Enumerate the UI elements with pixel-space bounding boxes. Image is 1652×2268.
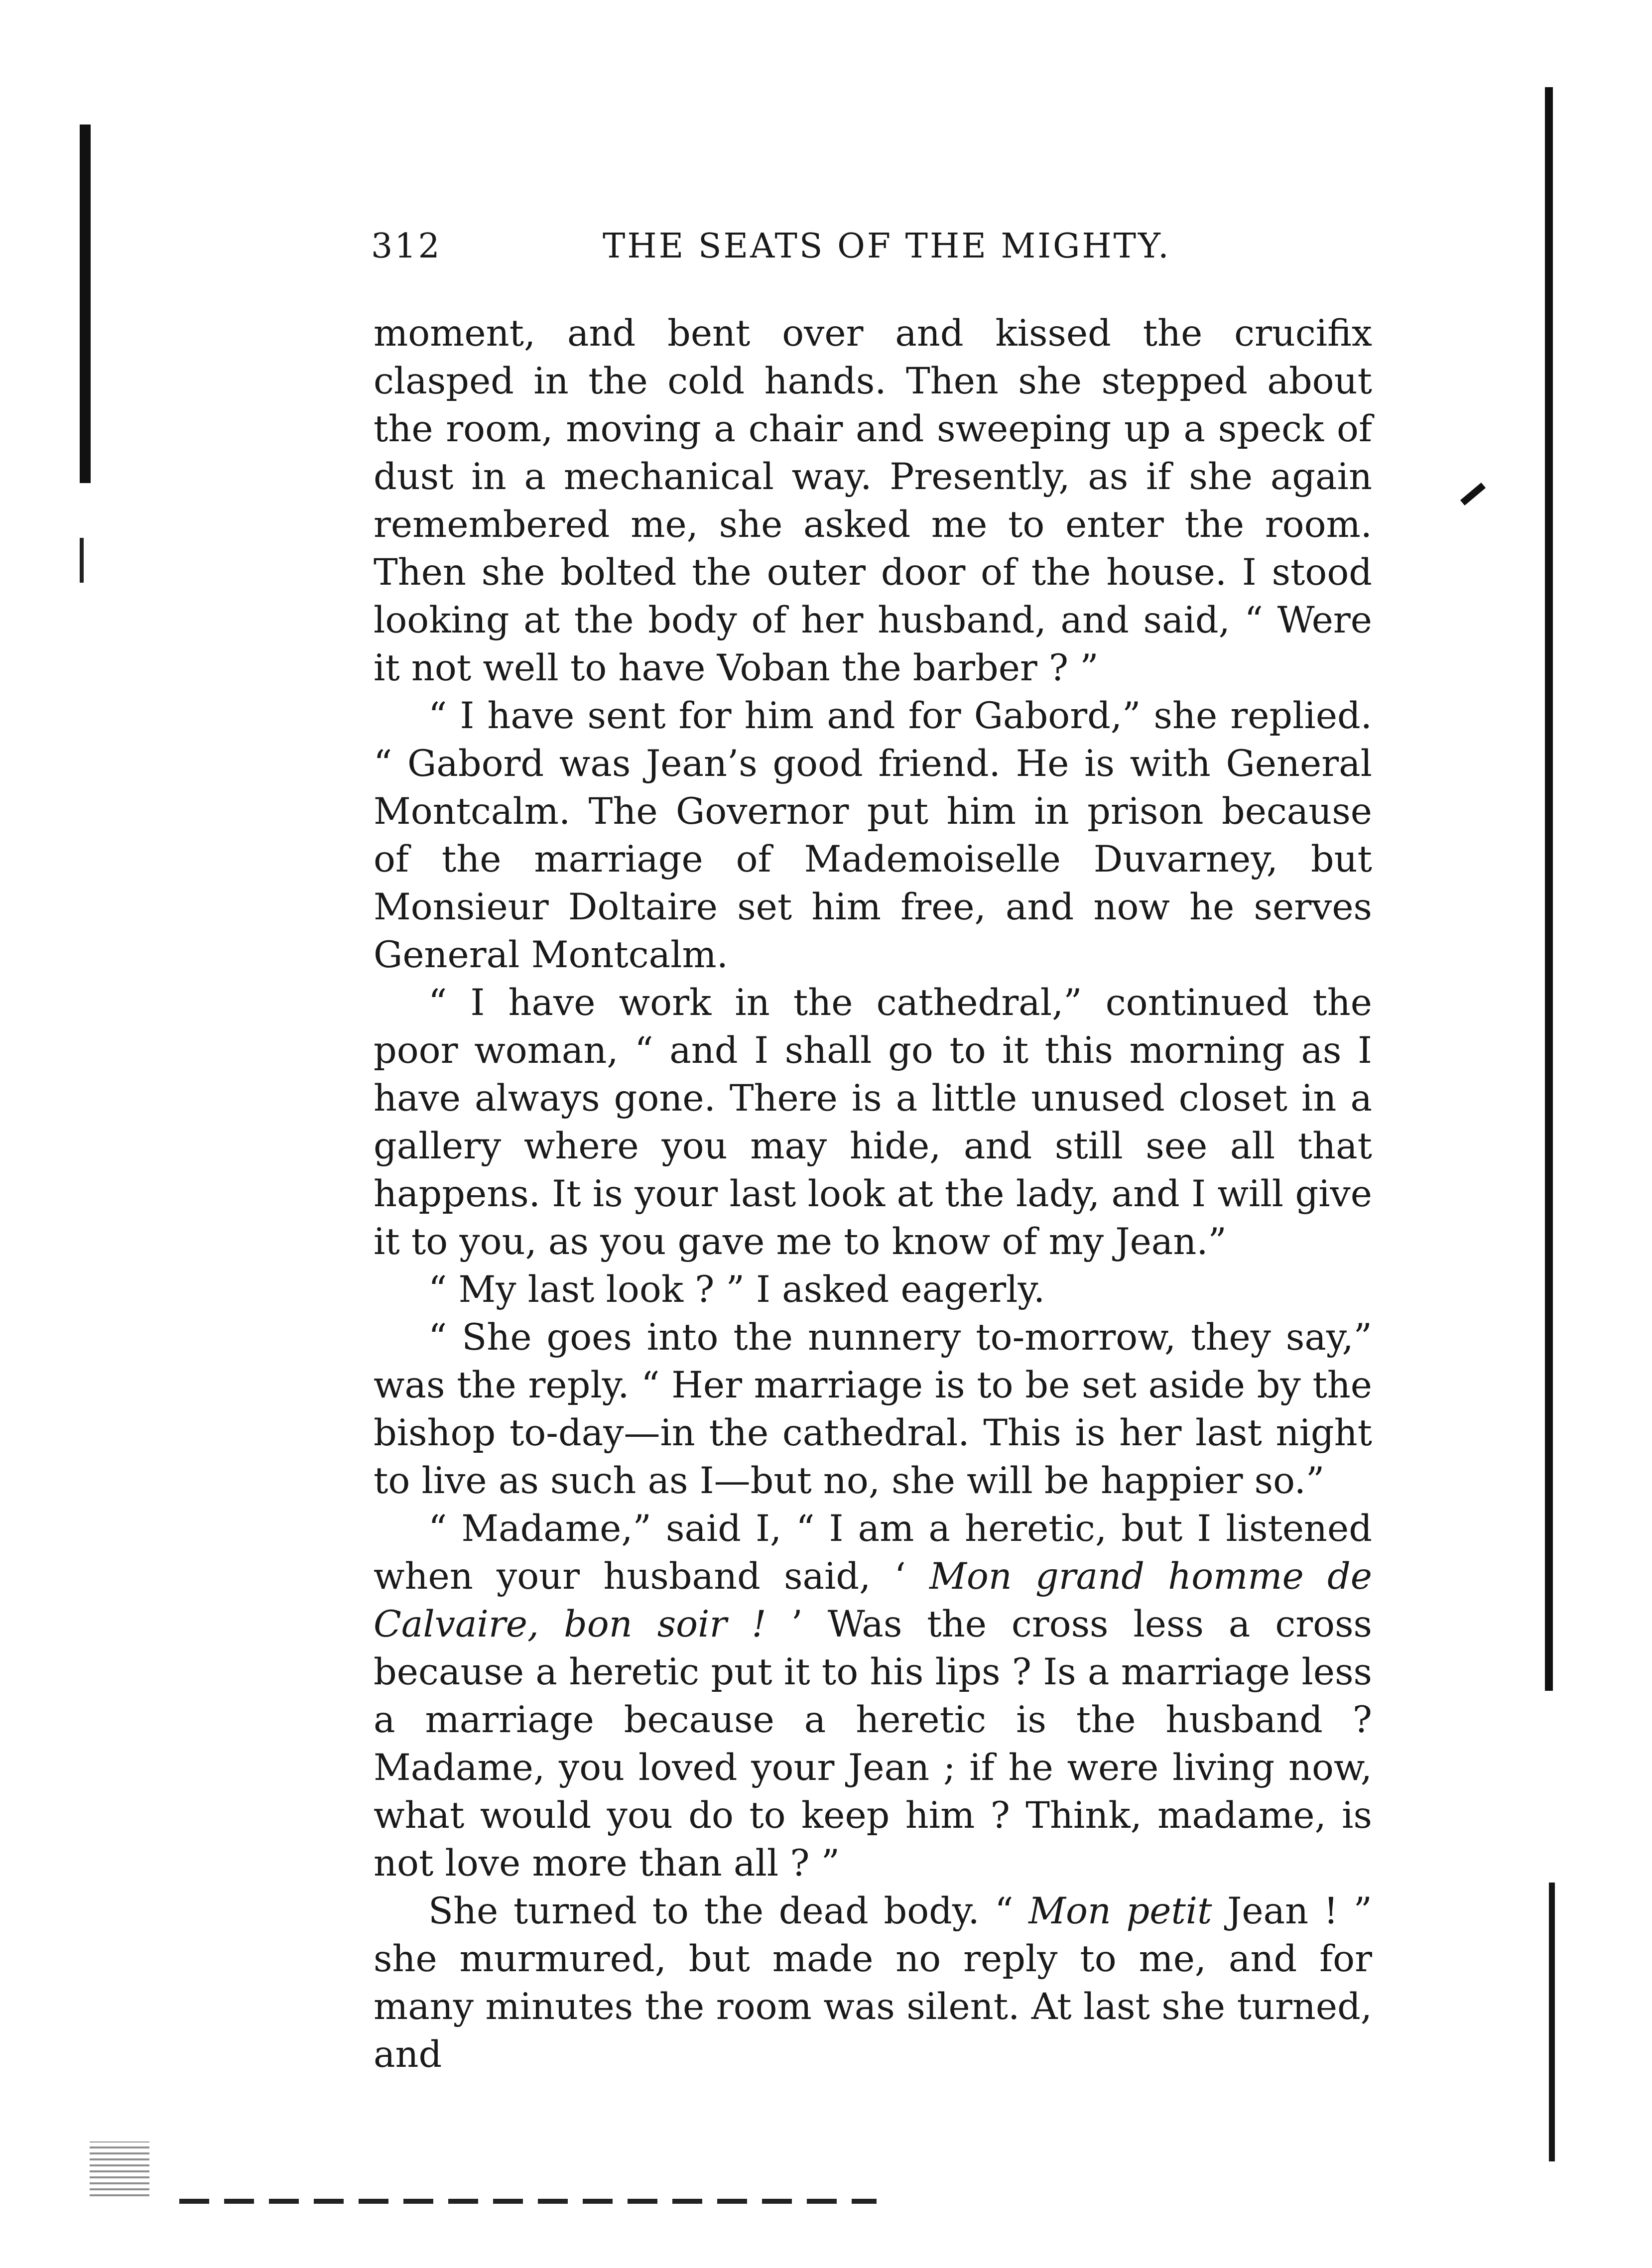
italic-phrase: Mon petit [1028,1890,1212,1932]
scan-edge-right-lower [1549,1883,1555,2161]
text-run: “ My last look ? ” I asked eagerly. [428,1268,1045,1311]
paragraph [374,692,1372,979]
text-run: “ I have work in the cathedral,” continued the poor woman, “ and I shall go to it this morning as I have always gone. There is a little unused closet in a gallery where you may hide, and still see all that happens. It is your last look at the lady, and I will give it to you, as you gave me to know of my Jean.” [374,982,1372,1263]
scan-edge-right [1545,87,1553,1691]
paragraph [374,310,1372,692]
text-run: moment, and bent over and kissed the crucifix clasped in the cold hands. Then she stepped about the room, moving a chair and sweeping up a speck of dust in a mechanical way. Presently, as if she again remembered me, she asked me to enter the room. Then she bolted the outer door of the house. I stood looking at the body of her husband, and said, “ Were it not well to have Voban the barber ? ” [374,312,1372,689]
scan-bottom-edge [179,2199,877,2204]
paragraph [374,1505,1372,1888]
paragraph [374,1266,1372,1314]
text-run: ’ Was the cross less a cross because a heretic put it to his lips ? Is a marriage less a marriage because a heretic is the husband ? Madame, you loved your Jean ; if he were living now, what would you do to keep him ? Think, madame, is not love more than all ? ” [374,1603,1372,1885]
text-run: Jean ! ” she murmured, but made no reply to me, and for many minutes the room was silent. At last she turned, and [374,1890,1372,2076]
page-body [374,310,1372,2079]
paragraph [374,1314,1372,1505]
text-run: “ I have sent for him and for Gabord,” she replied. “ Gabord was Jean’s good friend. He is with General Montcalm. The Governor put him in prison because of the marriage of Mademoiselle Duvarney, but Monsieur Doltaire set him free, and now he serves General Montcalm. [374,695,1372,976]
scan-edge-left [80,125,91,483]
page-header [371,227,1377,274]
margin-tick-mark [1460,483,1486,505]
italic-phrase: Mon grand homme de Calvaire, bon soir ! [374,1555,1372,1645]
text-run: She turned to the dead body. “ [428,1890,1029,1932]
scan-bottom-left-noise [90,2142,149,2196]
running-title: THE SEATS OF THE MIGHTY. [603,227,1171,266]
page-number: 312 [371,227,442,266]
paragraph [374,979,1372,1266]
scan-edge-left-mark [80,538,84,583]
text-run: “ Madame,” said I, “ I am a heretic, but I listened when your husband said, ‘ [374,1508,1372,1598]
paragraph [374,1888,1372,2079]
text-run: “ She goes into the nunnery to-morrow, they say,” was the reply. “ Her marriage is to be set aside by the bishop to-day—in the cathedral. This is her last night to live as such as I—but no, she will be happier so.” [374,1316,1372,1502]
